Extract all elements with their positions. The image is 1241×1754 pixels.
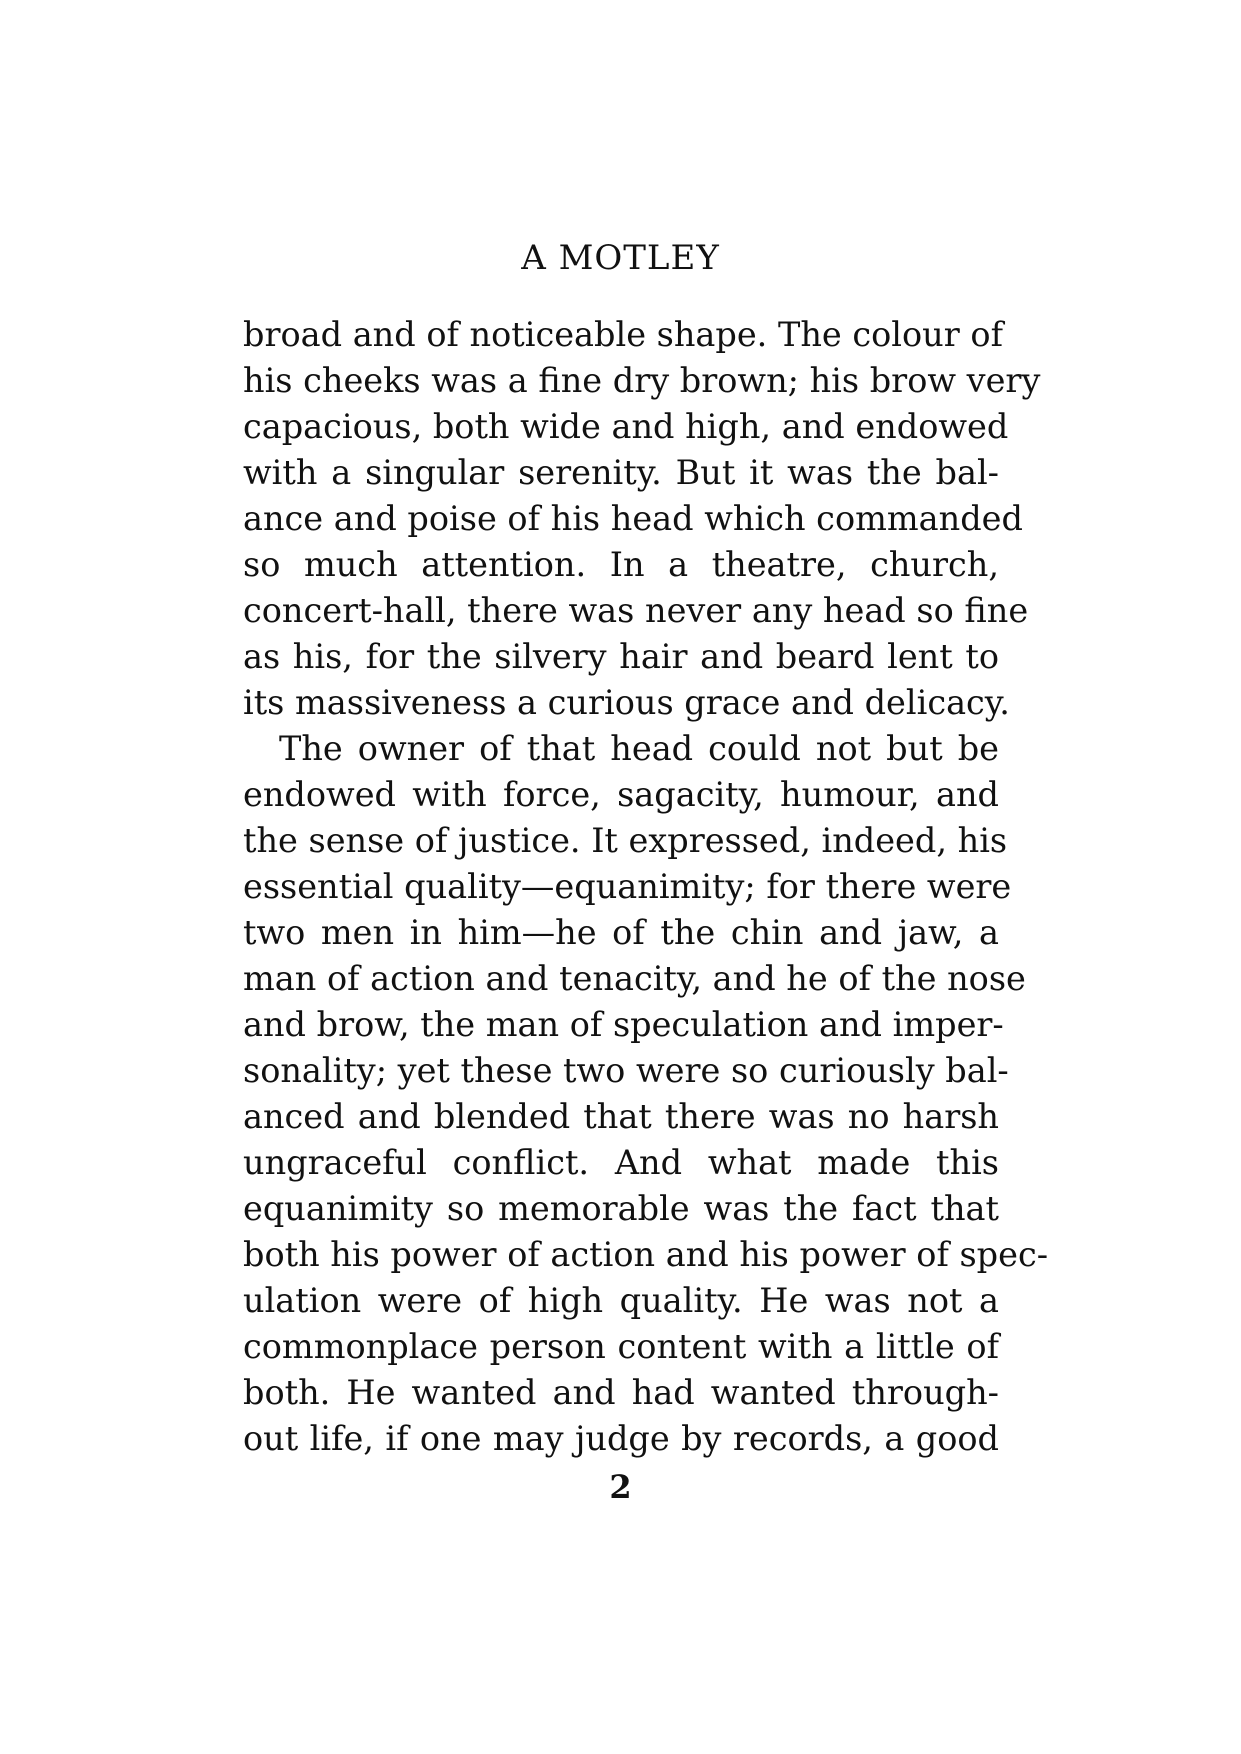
text-line: its massiveness a curious grace and delicacy. xyxy=(243,683,1010,722)
text-line: commonplace person content with a little of xyxy=(243,1327,999,1366)
text-line: equanimity so memorable was the fact that xyxy=(243,1189,999,1228)
text-line: so much attention. In a theatre, church, xyxy=(243,545,999,584)
text-line: concert-hall, there was never any head so fine xyxy=(243,591,1029,630)
text-line: the sense of justice. It expressed, indeed, his xyxy=(243,821,1008,860)
text-line: out life, if one may judge by records, a good xyxy=(243,1419,999,1458)
text-line: and brow, the man of speculation and imper- xyxy=(243,1005,1004,1044)
text-line: man of action and tenacity, and he of the nose xyxy=(243,959,1026,998)
text-line: both. He wanted and had wanted through- xyxy=(243,1373,999,1412)
text-line: capacious, both wide and high, and endowed xyxy=(243,407,1009,446)
text-line: broad and of noticeable shape. The colour of xyxy=(243,315,1003,354)
text-line: endowed with force, sagacity, humour, and xyxy=(243,775,999,814)
text-line: sonality; yet these two were so curiously bal- xyxy=(243,1051,1009,1090)
text-line: ungraceful conflict. And what made this xyxy=(243,1143,999,1182)
text-line: ance and poise of his head which commanded xyxy=(243,499,1023,538)
text-line: with a singular serenity. But it was the bal- xyxy=(243,453,999,492)
running-head: A MOTLEY xyxy=(521,238,720,278)
page-number: 2 xyxy=(609,1468,632,1506)
text-line: The owner of that head could not but be xyxy=(279,729,999,768)
text-line: as his, for the silvery hair and beard lent to xyxy=(243,637,999,676)
text-line: both his power of action and his power of spec- xyxy=(243,1235,1049,1274)
body-text xyxy=(243,312,1049,1462)
text-line: two men in him—he of the chin and jaw, a xyxy=(243,913,999,952)
text-line: anced and blended that there was no harsh xyxy=(243,1097,999,1136)
text-line: ulation were of high quality. He was not a xyxy=(243,1281,999,1320)
text-line: his cheeks was a fine dry brown; his brow very xyxy=(243,361,1041,400)
text-line: essential quality—equanimity; for there were xyxy=(243,867,1012,906)
